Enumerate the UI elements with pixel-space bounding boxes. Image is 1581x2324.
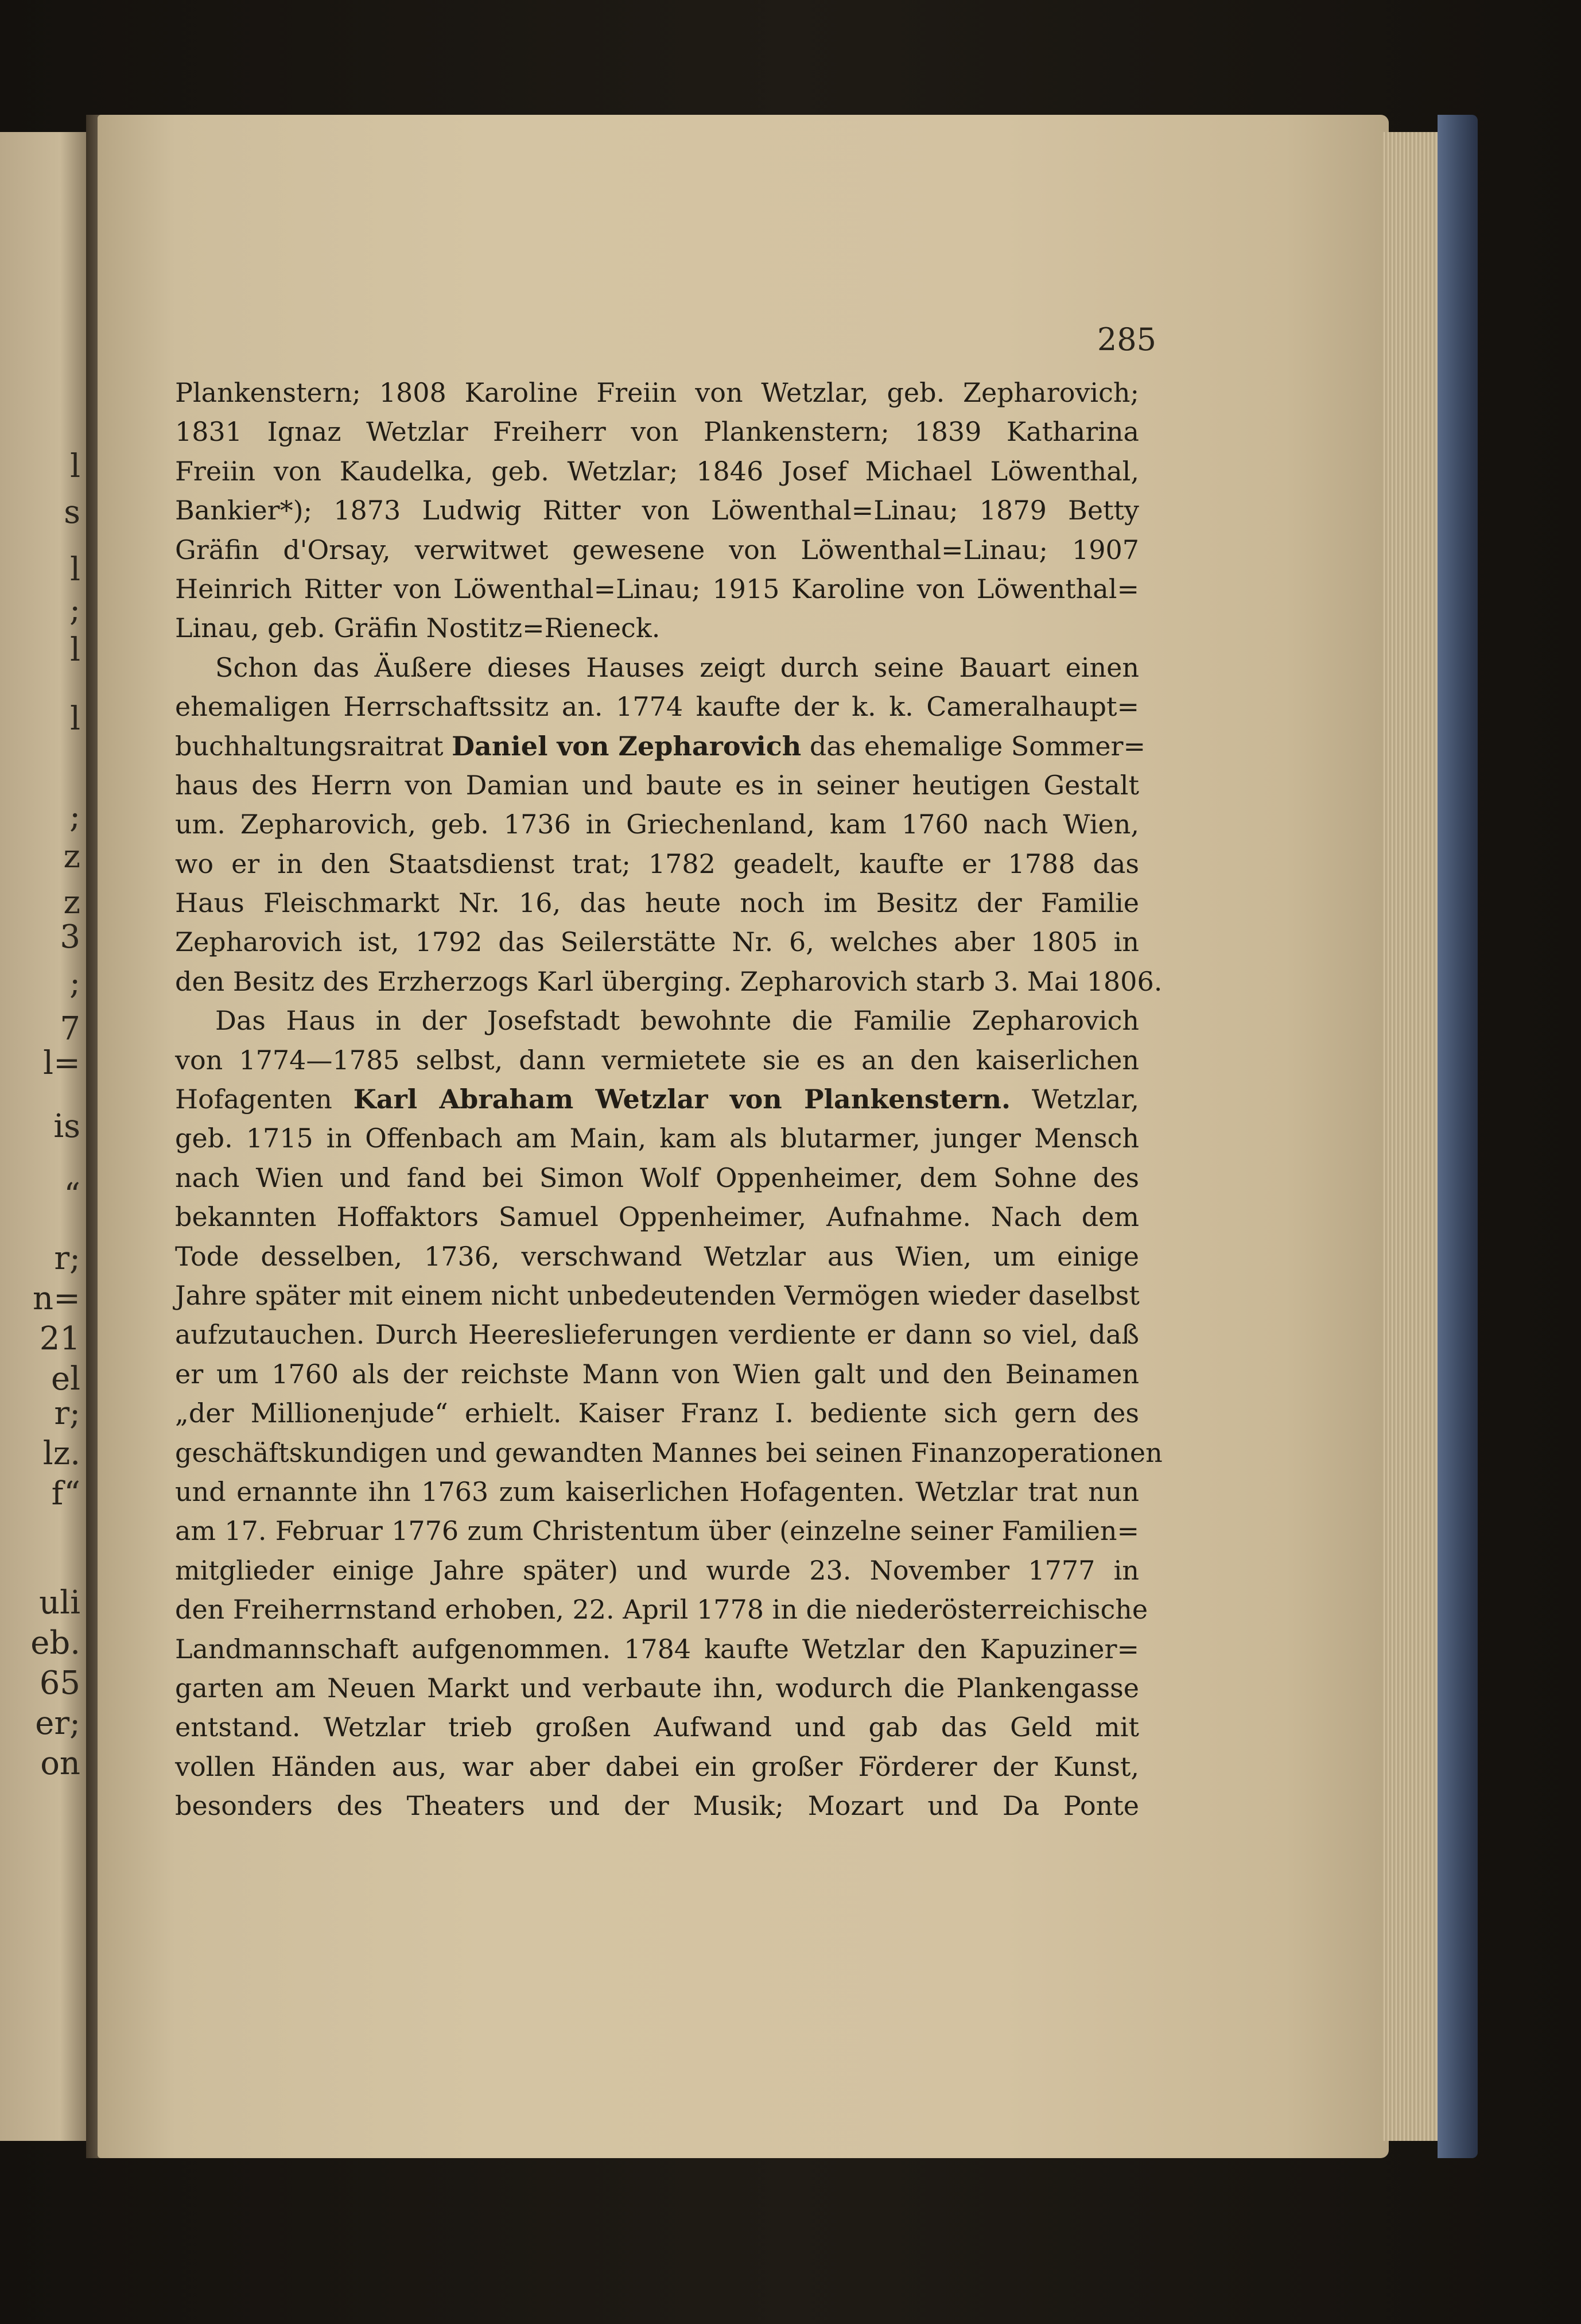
- text-line: Zepharovich ist, 1792 das Seilerstätte Nr. 6, welches aber 1805 in: [175, 926, 1139, 958]
- text-line: am 17. Februar 1776 zum Christentum über (einzelne seiner Familien=: [175, 1515, 1139, 1547]
- facing-page-text-fragment: lz.: [42, 1435, 80, 1472]
- text-line: bekannten Hoffaktors Samuel Oppenheimer, Aufnahme. Nach dem: [175, 1201, 1139, 1233]
- facing-page-text-fragment: eb.: [30, 1624, 80, 1662]
- text-line: den Besitz des Erzherzogs Karl überging. Zepharovich starb 3. Mai 1806.: [175, 965, 1163, 997]
- text-line: den Freiherrnstand erhoben, 22. April 1778 in die niederösterreichische: [175, 1594, 1148, 1625]
- facing-page-text-fragment: 3: [60, 918, 80, 956]
- text-line: geschäftskundigen und gewandten Mannes bei seinen Finanzoperationen: [175, 1437, 1163, 1468]
- text-line: entstand. Wetzlar trieb großen Aufwand und gab das Geld mit: [175, 1712, 1139, 1743]
- text-line: aufzutauchen. Durch Heereslieferungen verdiente er dann so viel, daß: [175, 1319, 1139, 1351]
- facing-page-text-fragment: l: [70, 551, 80, 588]
- text-segment: Wetzlar,: [1010, 1084, 1140, 1115]
- text-line: geb. 1715 in Offenbach am Main, kam als blutarmer, junger Mensch: [175, 1123, 1139, 1154]
- text-line: Das Haus in der Josefstadt bewohnte die Familie Zepharovich: [215, 1005, 1139, 1037]
- text-line: Tode desselben, 1736, verschwand Wetzlar aus Wien, um einige: [175, 1240, 1139, 1272]
- facing-page-text-fragment: el: [51, 1360, 80, 1398]
- text-line: mitglieder einige Jahre später) und wurde 23. November 1777 in: [175, 1554, 1139, 1586]
- text-line: [175, 1080, 1139, 1119]
- text-line: Landmannschaft aufgenommen. 1784 kaufte Wetzlar den Kapuziner=: [175, 1633, 1139, 1665]
- text-line: [175, 727, 1145, 766]
- facing-page-edge: [0, 132, 86, 2141]
- text-line: Linau, geb. Gräfin Nostitz=Rieneck.: [175, 612, 661, 644]
- facing-page-text-fragment: “: [64, 1177, 80, 1214]
- text-line: vollen Händen aus, war aber dabei ein großer Förderer der Kunst,: [175, 1751, 1139, 1782]
- facing-page-text-fragment: uli: [39, 1584, 80, 1621]
- bold-name: Karl Abraham Wetzlar von Plankenstern.: [353, 1084, 1011, 1115]
- text-line: garten am Neuen Markt und verbaute ihn, wodurch die Plankengasse: [175, 1672, 1139, 1704]
- facing-page-text-fragment: er;: [35, 1705, 80, 1742]
- facing-page-text-fragment: 21: [39, 1320, 80, 1357]
- facing-page-text-fragment: ;: [69, 964, 80, 1002]
- facing-page-text-fragment: l: [70, 700, 80, 738]
- text-segment: Hofagenten: [175, 1084, 354, 1115]
- body-text: [175, 373, 1163, 1825]
- text-segment: buchhaltungsraitrat: [175, 730, 452, 762]
- bold-name: Daniel von Zepharovich: [452, 730, 802, 762]
- text-line: Schon das Äußere dieses Hauses zeigt durch seine Bauart einen: [215, 651, 1139, 683]
- facing-page-text-fragment: 7: [60, 1010, 80, 1047]
- facing-page-text-fragment: ;: [69, 591, 80, 628]
- facing-page-text-fragment: n=: [33, 1280, 80, 1317]
- text-line: haus des Herrn von Damian und baute es in seiner heutigen Gestalt: [175, 769, 1139, 801]
- text-segment: das ehemalige Sommer=: [801, 730, 1145, 762]
- text-line: Haus Fleischmarkt Nr. 16, das heute noch im Besitz der Familie: [175, 887, 1139, 919]
- text-line: nach Wien und fand bei Simon Wolf Oppenheimer, dem Sohne des: [175, 1162, 1139, 1193]
- facing-page-text-fragment: l: [70, 448, 80, 485]
- facing-page-text-fragment: l=: [43, 1045, 80, 1082]
- text-line: Bankier*); 1873 Ludwig Ritter von Löwenthal=Linau; 1879 Betty: [175, 495, 1139, 526]
- page-edges: [1383, 132, 1440, 2141]
- text-line: und ernannte ihn 1763 zum kaiserlichen Hofagenten. Wetzlar trat nun: [175, 1476, 1139, 1507]
- text-line: besonders des Theaters und der Musik; Mozart und Da Ponte: [175, 1790, 1139, 1822]
- facing-page-text-fragment: f“: [51, 1475, 80, 1512]
- facing-page-text-fragment: s: [64, 494, 80, 531]
- facing-page-text-fragment: is: [53, 1108, 80, 1145]
- facing-page-text-fragment: on: [40, 1745, 80, 1782]
- facing-page-text-fragment: r;: [54, 1240, 80, 1277]
- book-cover-edge: [1438, 115, 1478, 2158]
- text-line: „der Millionenjude“ erhielt. Kaiser Franz I. bediente sich gern des: [175, 1398, 1139, 1429]
- text-line: von 1774—1785 selbst, dann vermietete sie es an den kaiserlichen: [175, 1044, 1139, 1076]
- text-line: 1831 Ignaz Wetzlar Freiherr von Plankenstern; 1839 Katharina: [175, 416, 1139, 448]
- text-line: Heinrich Ritter von Löwenthal=Linau; 1915 Karoline von Löwenthal=: [175, 573, 1139, 604]
- facing-page-text-fragment: r;: [54, 1395, 80, 1432]
- text-line: ehemaligen Herrschaftssitz an. 1774 kaufte der k. k. Cameralhaupt=: [175, 691, 1139, 723]
- facing-page-text-fragment: 65: [39, 1665, 80, 1702]
- text-line: Freiin von Kaudelka, geb. Wetzlar; 1846 Josef Michael Löwenthal,: [175, 455, 1139, 487]
- facing-page-text-fragment: ;: [69, 798, 80, 835]
- facing-page-text-fragment: z: [63, 884, 80, 921]
- text-line: um. Zepharovich, geb. 1736 in Griechenland, kam 1760 nach Wien,: [175, 809, 1139, 840]
- text-line: Plankenstern; 1808 Karoline Freiin von Wetzlar, geb. Zepharovich;: [175, 377, 1139, 408]
- facing-page-text-fragment: z: [63, 838, 80, 875]
- text-line: er um 1760 als der reichste Mann von Wien galt und den Beinamen: [175, 1358, 1139, 1390]
- text-line: Jahre später mit einem nicht unbedeutenden Vermögen wieder daselbst: [175, 1279, 1140, 1311]
- page-number: 285: [1097, 321, 1156, 358]
- facing-page-text-fragment: l: [70, 631, 80, 669]
- text-line: wo er in den Staatsdienst trat; 1782 geadelt, kaufte er 1788 das: [175, 848, 1139, 879]
- text-line: Gräfin d'Orsay, verwitwet gewesene von Löwenthal=Linau; 1907: [175, 534, 1139, 565]
